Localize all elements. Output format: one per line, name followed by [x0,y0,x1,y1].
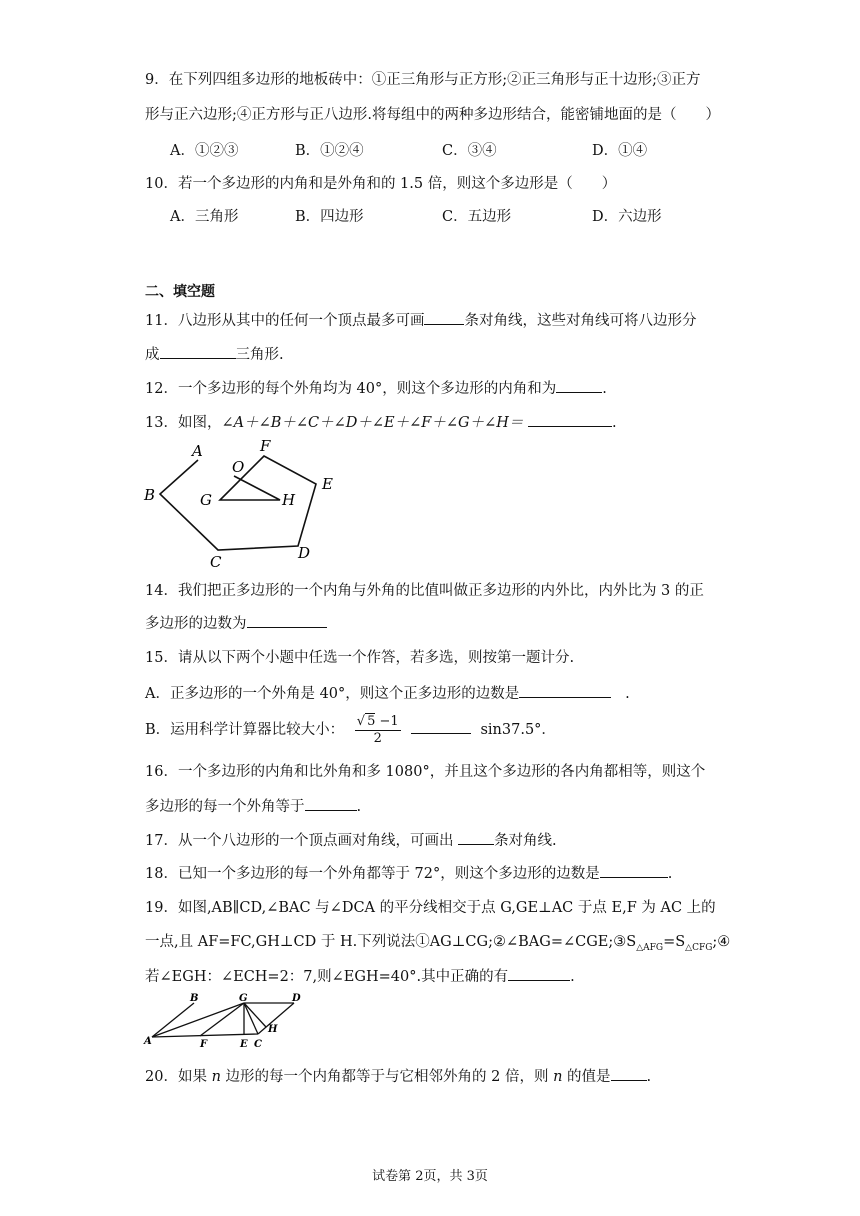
q11-blank2[interactable] [160,344,236,359]
q9-line1: 9．在下列四组多边形的地板砖中：①正三角形与正方形;②正三角形与正十边形;③正方 [145,72,701,88]
q10-text: 10．若一个多边形的内角和是外角和的 1.5 倍，则这个多边形是（ ） [145,176,617,192]
q19-text2: 一点,且 AF=FC,GH⊥CD 于 H.下列说法①AG⊥CG;②∠BAG=∠CGE;③S [145,934,637,950]
figure-13 [140,436,340,572]
q20-text-a: 20．如果 [145,1069,212,1085]
fig19-label-g: G [239,993,248,1004]
fig13-label-a: A [192,442,203,460]
q19-line3 [145,966,575,987]
q11-text-a: 11．八边形从其中的任何一个顶点最多可画 [145,313,425,329]
page-footer: 试卷第 2页，共 3页 [372,1169,488,1184]
q17-line [145,830,557,851]
fig19-label-d: D [292,993,301,1004]
q20-text-d: . [646,1069,652,1085]
q12-line [145,378,607,399]
q15-frac-den: 2 [373,730,382,746]
q14-blank[interactable] [247,613,327,628]
q16-end: . [356,799,362,815]
q13-text-b: . [611,415,617,431]
q19-tail: ;④ [712,934,731,950]
q16-blank[interactable] [305,796,357,811]
q15-frac-sqrt: 5 [367,713,376,729]
q14-line2 [145,613,327,634]
fig19-label-b: B [190,993,199,1004]
q20-line [145,1066,651,1087]
q19-line2 [145,932,730,958]
fig19-label-a: A [144,1036,152,1047]
q18-blank[interactable] [600,863,668,878]
q19-sub2: △CFG [685,942,713,953]
q19-eq: =S [663,934,686,950]
fig13-label-h: H [282,491,296,509]
fig13-label-g: G [200,491,212,509]
q15-b-text: B．运用科学计算器比较大小： [145,722,345,738]
q13-line [145,412,617,433]
q13-text-a: 13．如图， [145,415,222,431]
fig13-label-c: C [210,553,222,571]
q13-blank[interactable] [528,412,612,427]
q15-fraction: $\frac{√ 5 -1}{2}$ [356,713,399,746]
q14-line1: 14．我们把正多边形的一个内角与外角的比值叫做正多边形的内外比，内外比为 3 的正 [145,583,704,599]
q15-a-end: . [625,686,630,702]
q11-text-c: 成 [145,347,160,363]
q9-option-b: B．①②④ [295,143,364,159]
q17-text-a: 17．从一个八边形的一个顶点画对角线，可画出 [145,833,459,849]
q20-text-b: 边形的每一个内角都等于与它相邻外角的 2 倍，则 [220,1069,554,1085]
q20-n1: n [211,1069,221,1085]
q15-a-line [145,683,630,704]
section-title: 二、填空题 [145,284,215,300]
q9-option-d: D．①④ [592,143,648,159]
q18-line [145,863,672,884]
q11-blank1[interactable] [424,310,464,325]
q10-option-c: C．五边形 [442,209,512,225]
q19-text3: 若∠EGH：∠ECH=2：7,则∠EGH=40°.其中正确的有 [145,969,509,985]
q19-line1: 19．如图,AB∥CD,∠BAC 与∠DCA 的平分线相交于点 G,GE⊥AC 于点 E,F 为 AC 上的 [145,900,716,916]
q15-b-end: sin37.5°． [480,722,556,738]
q11-line1 [145,310,696,331]
q16-line1: 16．一个多边形的内角和比外角和多 1080°，并且这个多边形的各内角都相等，则这个 [145,764,706,780]
fig13-label-e: E [322,475,333,493]
q9-option-c: C．③④ [442,143,497,159]
q15-intro: 15．请从以下两个小题中任选一个作答，若多选，则按第一题计分. [145,650,575,666]
q14-text: 多边形的边数为 [145,616,247,632]
q13-expression: ∠A＋∠B＋∠C＋∠D＋∠E＋∠F＋∠G＋∠H＝ [221,415,524,431]
q9-line2: 形与正六边形;④正方形与正八边形.将每组中的两种多边形结合，能密铺地面的是（ ） [145,107,720,123]
q19-sub1: △AFG [636,942,664,953]
q12-text-b: . [602,381,607,397]
q10-option-a: A．三角形 [170,209,239,225]
q17-blank[interactable] [458,830,494,845]
fig13-label-f: F [260,437,271,455]
q15-a-blank[interactable] [519,683,611,698]
figure-19 [140,990,320,1052]
q15-b-line [145,712,556,748]
q11-text-b: 条对角线，这些对角线可将八边形分 [464,313,697,329]
fig13-label-b: B [144,486,156,504]
q15-a-text: A．正多边形的一个外角是 40°，则这个正多边形的边数是 [145,686,520,702]
fig19-label-c: C [254,1039,262,1050]
q12-text-a: 12．一个多边形的每个外角均为 40°，则这个多边形的内角和为 [145,381,557,397]
fig19-label-h: H [268,1024,278,1035]
q19-end: . [570,969,575,985]
q18-text-a: 18．已知一个多边形的每一个外角都等于 72°，则这个多边形的边数是 [145,866,600,882]
q19-blank[interactable] [508,966,570,981]
q18-text-b: . [667,866,673,882]
fig19-label-f: F [200,1039,208,1050]
q20-blank[interactable] [611,1066,647,1081]
q9-option-a: A．①②③ [170,143,239,159]
q15-frac-minus: −1 [375,713,399,729]
q17-text-b: 条对角线. [494,833,557,849]
q20-text-c: 的值是 [562,1069,611,1085]
q11-line2 [145,344,284,365]
q12-blank[interactable] [556,378,602,393]
q10-option-b: B．四边形 [295,209,364,225]
fig13-label-o: O [232,458,245,476]
fig19-label-e: E [240,1039,248,1050]
q15-b-blank[interactable] [411,719,471,734]
q16-text: 多边形的每一个外角等于 [145,799,305,815]
q16-line2 [145,796,361,817]
fig13-label-d: D [298,544,311,562]
q11-text-d: 三角形. [235,347,284,363]
q20-n2: n [553,1069,563,1085]
q10-option-d: D．六边形 [592,209,662,225]
